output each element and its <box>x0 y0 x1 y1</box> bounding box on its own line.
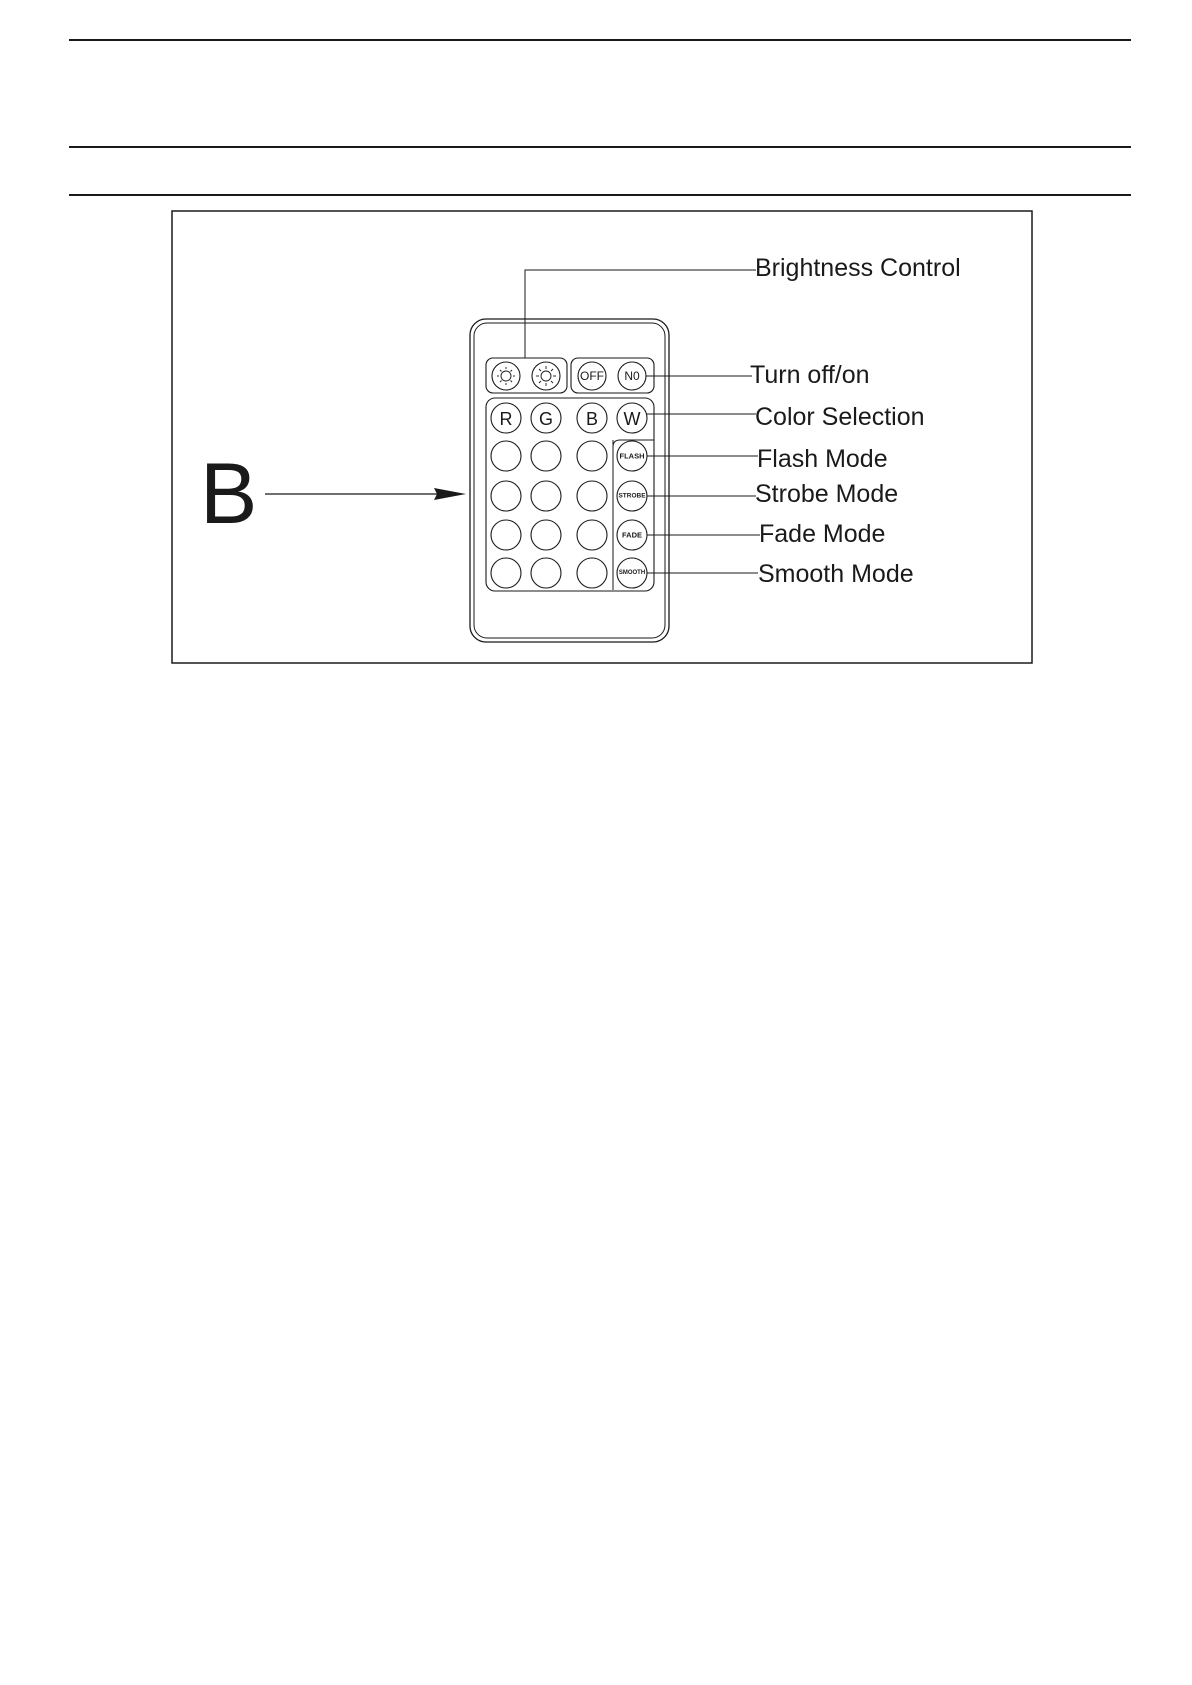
blank-button[interactable] <box>577 520 607 550</box>
label-turn-off-on: Turn off/on <box>750 361 870 389</box>
brightness-up-button[interactable] <box>532 362 560 390</box>
color-button-w[interactable] <box>617 403 647 433</box>
label-smooth-mode: Smooth Mode <box>758 560 914 588</box>
label-fade-mode: Fade Mode <box>759 520 886 548</box>
color-button-r-label: R <box>499 409 513 429</box>
label-strobe-mode: Strobe Mode <box>755 480 899 508</box>
blank-button[interactable] <box>531 481 561 511</box>
pointer-arrowhead <box>434 488 466 500</box>
flash-button[interactable] <box>617 441 647 471</box>
color-button-b[interactable] <box>577 403 607 433</box>
leader-line-brightness <box>525 270 756 358</box>
blank-button[interactable] <box>531 520 561 550</box>
color-button-g-label: G <box>538 409 554 429</box>
color-button-g[interactable] <box>531 403 561 433</box>
on-button[interactable] <box>618 362 646 390</box>
blank-button[interactable] <box>531 558 561 588</box>
fade-button[interactable] <box>617 520 647 550</box>
label-brightness-control: Brightness Control <box>755 254 961 282</box>
on-button-label: N0 <box>624 369 640 383</box>
blank-button[interactable] <box>491 481 521 511</box>
label-color-selection: Color Selection <box>755 403 925 431</box>
smooth-button-label: SMOOTH <box>618 570 646 576</box>
keypad-blank-buttons <box>491 441 607 588</box>
blank-button[interactable] <box>491 520 521 550</box>
blank-button[interactable] <box>491 558 521 588</box>
pointer-letter: B <box>200 446 258 542</box>
fade-button-label: FADE <box>621 530 643 540</box>
label-flash-mode: Flash Mode <box>757 445 888 473</box>
blank-button[interactable] <box>577 481 607 511</box>
color-button-w-label: W <box>623 409 641 429</box>
blank-button[interactable] <box>491 441 521 471</box>
off-button-label: OFF <box>580 369 604 383</box>
smooth-button[interactable] <box>617 558 647 588</box>
color-button-b-label: B <box>585 409 599 429</box>
brightness-down-button[interactable] <box>492 362 520 390</box>
strobe-button-label: STROBE <box>618 492 646 500</box>
blank-button[interactable] <box>577 441 607 471</box>
off-button[interactable] <box>578 362 606 390</box>
blank-button[interactable] <box>531 441 561 471</box>
blank-button[interactable] <box>577 558 607 588</box>
flash-button-label: FLASH <box>619 451 645 461</box>
strobe-button[interactable] <box>617 481 647 511</box>
color-button-r[interactable] <box>491 403 521 433</box>
